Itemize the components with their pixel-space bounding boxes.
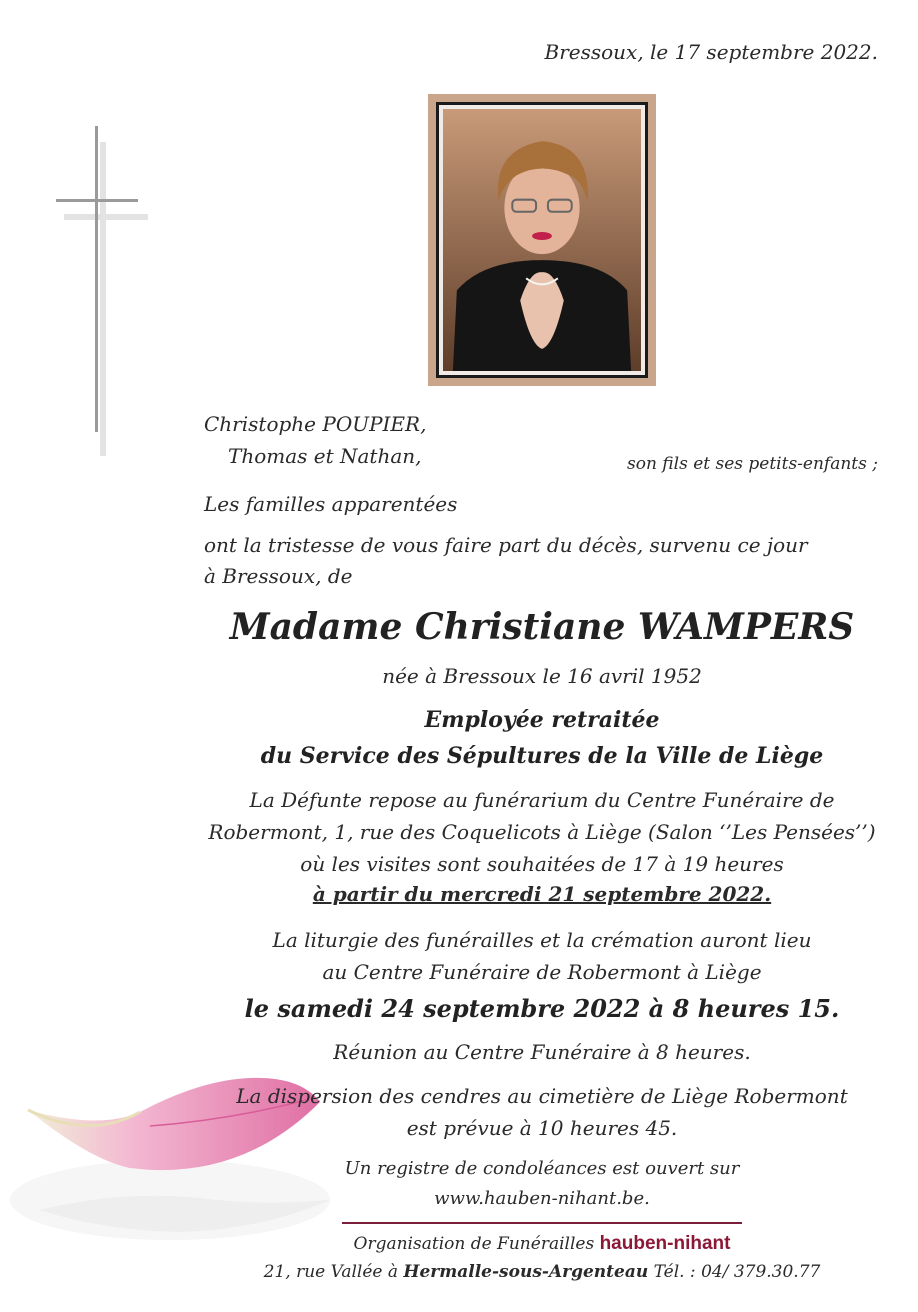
- family-relation: son fils et ses petits-enfants ;: [626, 454, 878, 474]
- address-prefix: 21, rue Vallée à: [263, 1262, 399, 1282]
- organizer-footer: [0, 1230, 918, 1286]
- address-town: Hermalle-sous-Argenteau: [403, 1262, 649, 1282]
- registry-link[interactable]: www.hauben-nihant.be.: [434, 1188, 650, 1209]
- occupation-line: du Service des Sépultures de la Ville de Liège: [260, 743, 824, 769]
- funeral-info: [0, 924, 918, 988]
- birth-info: née à Bressoux le 16 avril 1952: [382, 664, 702, 688]
- visitation-line: Robermont, 1, rue des Coquelicots à Liège (Salon ‘’Les Pensées’’): [208, 820, 876, 844]
- registry-line: Un registre de condoléances est ouvert sur: [344, 1158, 740, 1179]
- condolence-registry: [0, 1154, 918, 1214]
- deceased-name: Madame Christiane WAMPERS: [229, 606, 855, 648]
- dispersion-line: La dispersion des cendres au cimetière de Liège Robermont: [236, 1084, 848, 1108]
- meeting-info: Réunion au Centre Funéraire à 8 heures.: [333, 1040, 751, 1064]
- family-relatives: Les familles apparentées: [204, 492, 458, 516]
- portrait-frame: [428, 94, 656, 386]
- funeral-datetime: le samedi 24 septembre 2022 à 8 heures 15.: [244, 994, 840, 1023]
- dispersion-info: [0, 1080, 918, 1144]
- footer-divider: [342, 1222, 742, 1224]
- visitation-info: [0, 784, 918, 880]
- cross-icon: [56, 126, 156, 456]
- occupation: [0, 702, 918, 774]
- family-member-grandchildren: Thomas et Nathan,: [228, 444, 422, 468]
- organizer-label: Organisation de Funérailles: [353, 1234, 595, 1254]
- visitation-line: où les visites sont souhaitées de 17 à 19 heures: [300, 852, 784, 876]
- phone-number: Tél. : 04/ 379.30.77: [653, 1262, 821, 1282]
- announcement-line: à Bressoux, de: [204, 564, 353, 588]
- visitation-start-date: à partir du mercredi 21 septembre 2022.: [312, 882, 772, 906]
- dispersion-line: est prévue à 10 heures 45.: [406, 1116, 678, 1140]
- visitation-line: La Défunte repose au funérarium du Centre Funéraire de: [249, 788, 835, 812]
- brand-logo: hauben-nihant: [599, 1233, 731, 1254]
- funeral-line: au Centre Funéraire de Robermont à Liège: [322, 960, 762, 984]
- portrait-border: [436, 102, 648, 378]
- family-member-son: Christophe POUPIER,: [204, 412, 427, 436]
- date-line: Bressoux, le 17 septembre 2022.: [544, 40, 878, 64]
- occupation-line: Employée retraitée: [424, 707, 660, 733]
- announcement-line: ont la tristesse de vous faire part du décès, survenu ce jour: [204, 533, 808, 557]
- funeral-line: La liturgie des funérailles et la crémation auront lieu: [272, 928, 812, 952]
- announcement-text: [204, 530, 864, 592]
- portrait-photo: [443, 109, 641, 371]
